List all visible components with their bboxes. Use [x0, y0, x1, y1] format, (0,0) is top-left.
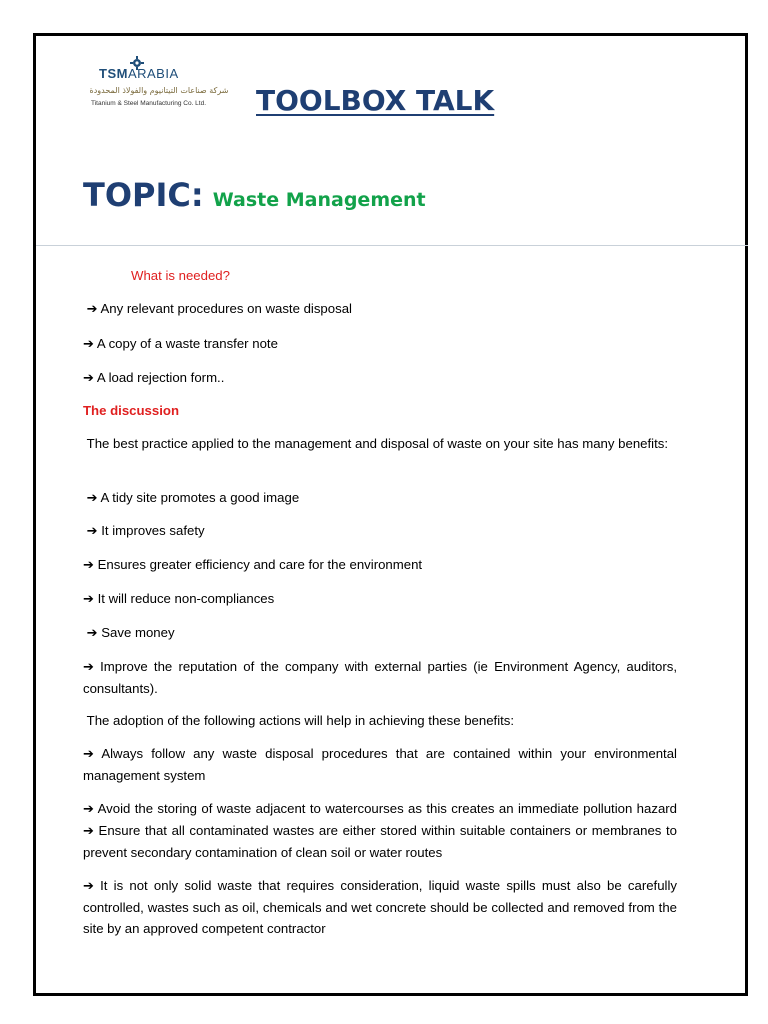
arrow-icon: ➔	[83, 337, 94, 352]
logo-brand: TSMARABIA	[99, 66, 179, 81]
action-item: ➔ It is not only solid waste that requires consideration, liquid waste spills must also be carefully controlled, wastes such as oil, chemicals and wet concrete should be collected and removed from the site by an approved competent contractor	[83, 878, 678, 936]
company-logo	[89, 64, 229, 120]
arrow-icon: ➔	[83, 747, 94, 762]
arrow-icon: ➔	[83, 558, 94, 573]
needed-item: ➔ A copy of a waste transfer note	[83, 336, 278, 352]
arrow-icon: ➔	[83, 592, 94, 607]
topic-value: Waste Management	[212, 189, 426, 211]
needed-heading: What is needed?	[131, 268, 230, 283]
benefit-item: ➔ Save money	[86, 625, 175, 641]
arrow-icon: ➔	[86, 524, 98, 539]
arrow-icon: ➔	[86, 302, 98, 317]
header-divider	[36, 245, 748, 246]
logo-arabic-text: شركة صناعات التيتانيوم والفولاذ المحدودة	[89, 86, 229, 95]
arrow-icon: ➔	[86, 491, 98, 506]
benefit-item: ➔ It will reduce non-compliances	[83, 591, 275, 607]
topic-label: TOPIC:	[83, 176, 204, 214]
benefit-item: ➔ A tidy site promotes a good image	[86, 490, 300, 506]
arrow-icon: ➔	[83, 824, 94, 839]
arrow-icon: ➔	[83, 371, 94, 386]
arrow-icon: ➔	[83, 660, 94, 675]
logo-subtitle: Titanium & Steel Manufacturing Co. Ltd.	[91, 100, 207, 107]
topic-heading	[83, 176, 426, 214]
needed-item: ➔ Any relevant procedures on waste disposal	[86, 301, 352, 317]
action-item: ➔ Avoid the storing of waste adjacent to watercourses as this creates an immediate pollution hazard ➔ Ensure that all contaminated wastes are either stored within suitable containers or membranes to prevent secondary contamination of clean soil or water routes	[83, 801, 678, 860]
benefit-item: ➔ Ensures greater efficiency and care for the environment	[83, 557, 423, 573]
page-title: TOOLBOX TALK	[256, 84, 495, 117]
discussion-heading: The discussion	[83, 403, 179, 418]
actions-intro: The adoption of the following actions will help in achieving these benefits:	[86, 713, 515, 728]
arrow-icon: ➔	[83, 802, 94, 817]
arrow-icon: ➔	[86, 626, 98, 641]
arrow-icon: ➔	[83, 879, 94, 894]
intro-paragraph: The best practice applied to the management and disposal of waste on your site has many benefits:	[86, 436, 668, 451]
benefit-item: ➔ Improve the reputation of the company with external parties (ie Environment Agency, auditors, consultants).	[83, 659, 678, 696]
needed-item: ➔ A load rejection form..	[83, 370, 225, 386]
action-item: ➔ Always follow any waste disposal procedures that are contained within your environmental management system	[83, 746, 677, 783]
benefit-item: ➔ It improves safety	[86, 523, 205, 539]
